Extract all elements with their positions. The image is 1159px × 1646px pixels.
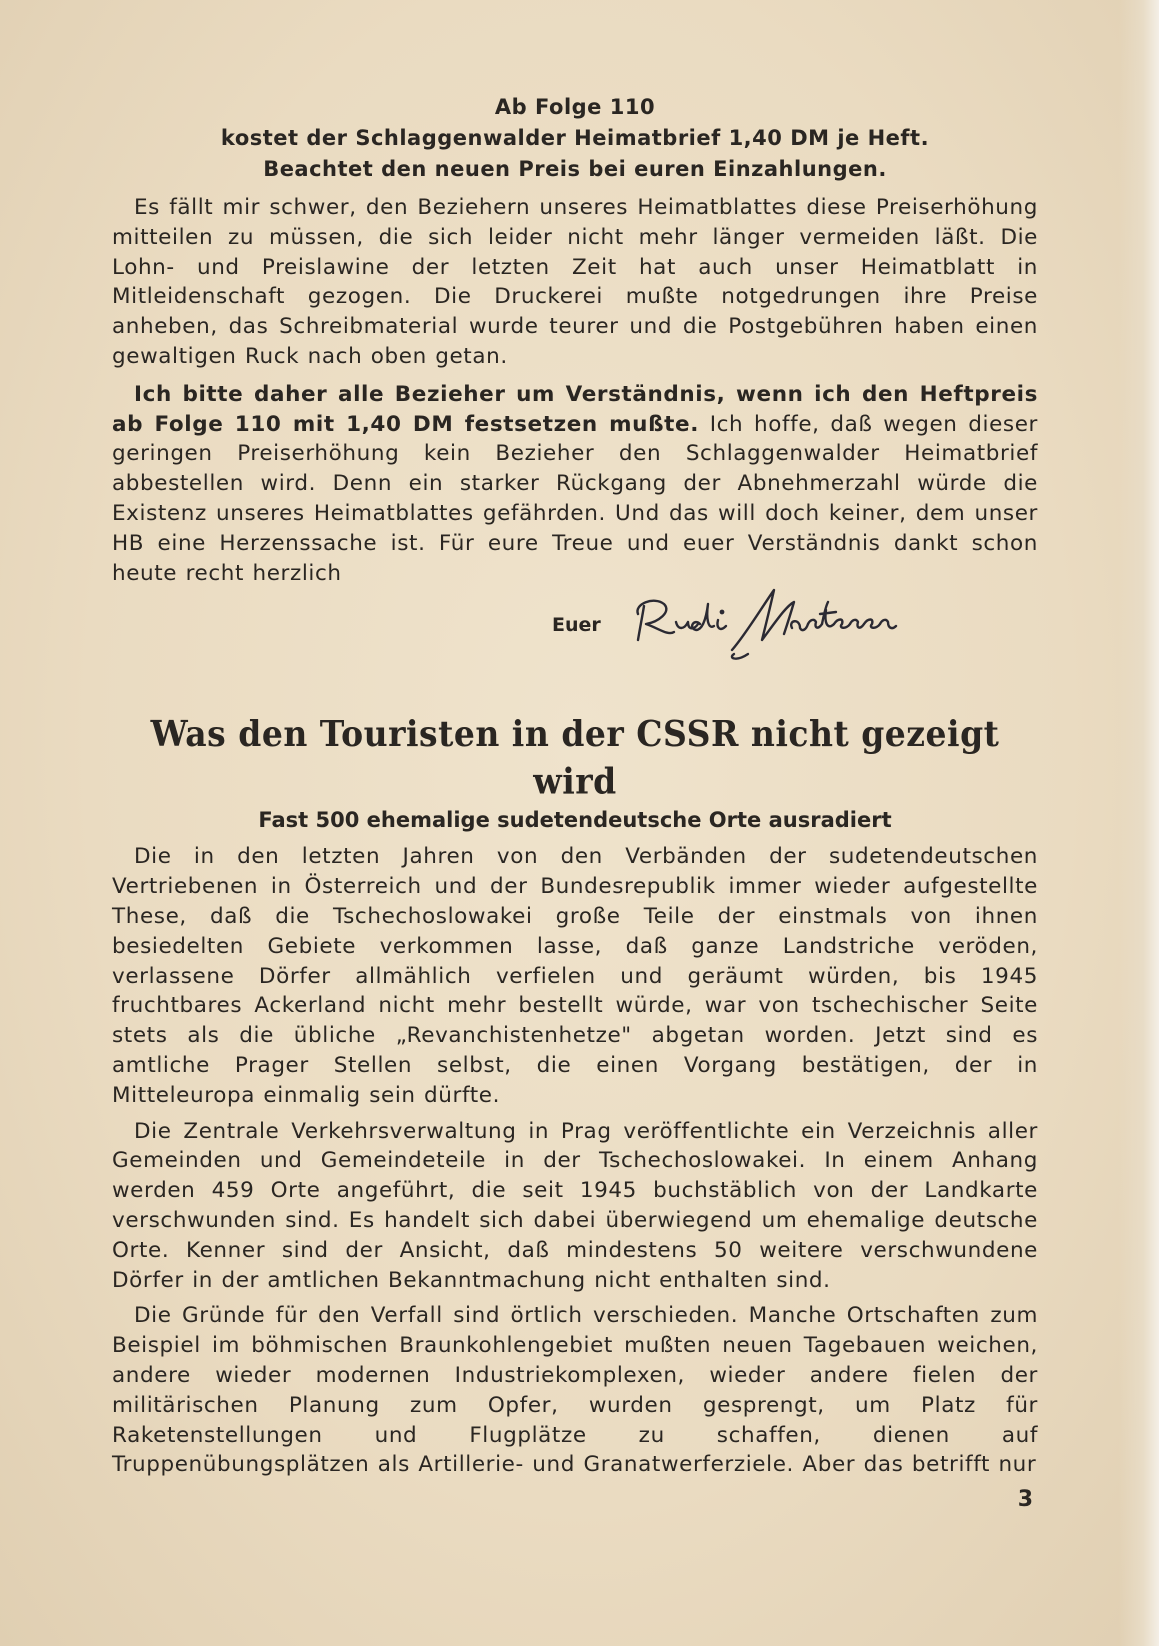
letter-paragraph-1: Es fällt mir schwer, den Beziehern unseres Heimatblattes diese Preiserhöhung mitteilen zu müssen, die sich leider nicht mehr länger vermeiden läßt. Die Lohn- und Preislawine der letzten Zeit hat auch unser Heimatblatt in Mitleidenschaft gezogen. Die Druckerei mußte notgedrungen ihre Preise anheben, das Schreibmaterial wurde teurer und die Postgebühren haben einen gewaltigen Ruck nach oben getan.	[112, 195, 1038, 369]
closing-word: Euer	[552, 614, 601, 637]
article-title: Was den Touristen in der CSSR nicht gezeigt wird	[150, 712, 1000, 803]
article-paragraph-3: Die Gründe für den Verfall sind örtlich verschieden. Manche Ortschaften zum Beispiel im böhmischen Braunkohlengebiet mußten neuen Tagebauen weichen, andere wieder modernen Industriekomplexen, wieder andere fielen der militärischen Planung zum Opfer, wurden gesprengt, um Platz für Raketenstellungen und Flugplätze zu schaffen, dienen auf Truppenübungsplätzen als Artillerie- und Granatwerferziele. Aber das betrifft nur	[112, 1303, 1038, 1478]
page-edge	[1119, 0, 1159, 1646]
notice-line-3: Beachtet den neuen Preis bei euren Einzahlungen.	[263, 157, 887, 181]
notice-line-1: Ab Folge 110	[494, 95, 656, 119]
page-content	[112, 92, 1038, 1480]
letter-paragraph-2	[112, 380, 1038, 589]
signature-block	[112, 592, 1038, 662]
letter-paragraph-2-rest: Ich hoffe, daß wegen dieser geringen Preiserhöhung kein Bezieher den Schlaggenwalder Heimatbrief abbestellen wird. Denn ein starker Rückgang der Abnehmerzahl würde die Existenz unseres Heimatblattes gefährden. Und das will doch keiner, dem unser HB eine Herzenssache ist. Für eure Treue und euer Verständnis dankt schon heute recht herzlich	[112, 411, 1038, 586]
letter-bold-sentence: Ich bitte daher alle Bezieher um Verständnis, wenn ich den Heftpreis ab Folge 110 mit 1,40 DM festsetzen mußte.	[112, 381, 1038, 437]
notice-line-2: kostet der Schlaggenwalder Heimatbrief 1,40 DM je Heft.	[220, 126, 930, 150]
article-paragraph-2: Die Zentrale Verkehrsverwaltung in Prag veröffentlichte ein Verzeichnis aller Gemeinden und Gemeindeteile in der Tschechoslowakei. In einem Anhang werden 459 Orte angeführt, die seit 1945 buchstäblich von der Landkarte verschwunden sind. Es handelt sich dabei überwiegend um ehemalige deutsche Orte. Kenner sind der Ansicht, daß mindestens 50 weitere verschwundene Dörfer in der amtlichen Bekanntmachung nicht enthalten sind.	[112, 1118, 1038, 1293]
article-subtitle: Fast 500 ehemalige sudetendeutsche Orte ausradiert	[258, 808, 892, 833]
handwritten-signature	[624, 584, 904, 664]
page-number: 3	[1017, 1487, 1033, 1512]
price-notice	[112, 92, 1038, 185]
article-paragraph-1: Die in den letzten Jahren von den Verbänden der sudetendeutschen Vertriebenen in Österreich und der Bundesrepublik immer wieder aufgestellte These, daß die Tschechoslowakei große Teile der einstmals von ihnen besiedelten Gebiete verkommen lasse, daß ganze Landstriche veröden, verlassene Dörfer allmählich verfielen und geräumt würden, bis 1945 fruchtbares Ackerland nicht mehr bestellt würde, war von tschechischer Seite stets als die übliche „Revanchistenhetze" abgetan worden. Jetzt sind es amtliche Prager Stellen selbst, die einen Vorgang bestätigen, der in Mitteleuropa einmalig sein dürfte.	[112, 844, 1038, 1108]
